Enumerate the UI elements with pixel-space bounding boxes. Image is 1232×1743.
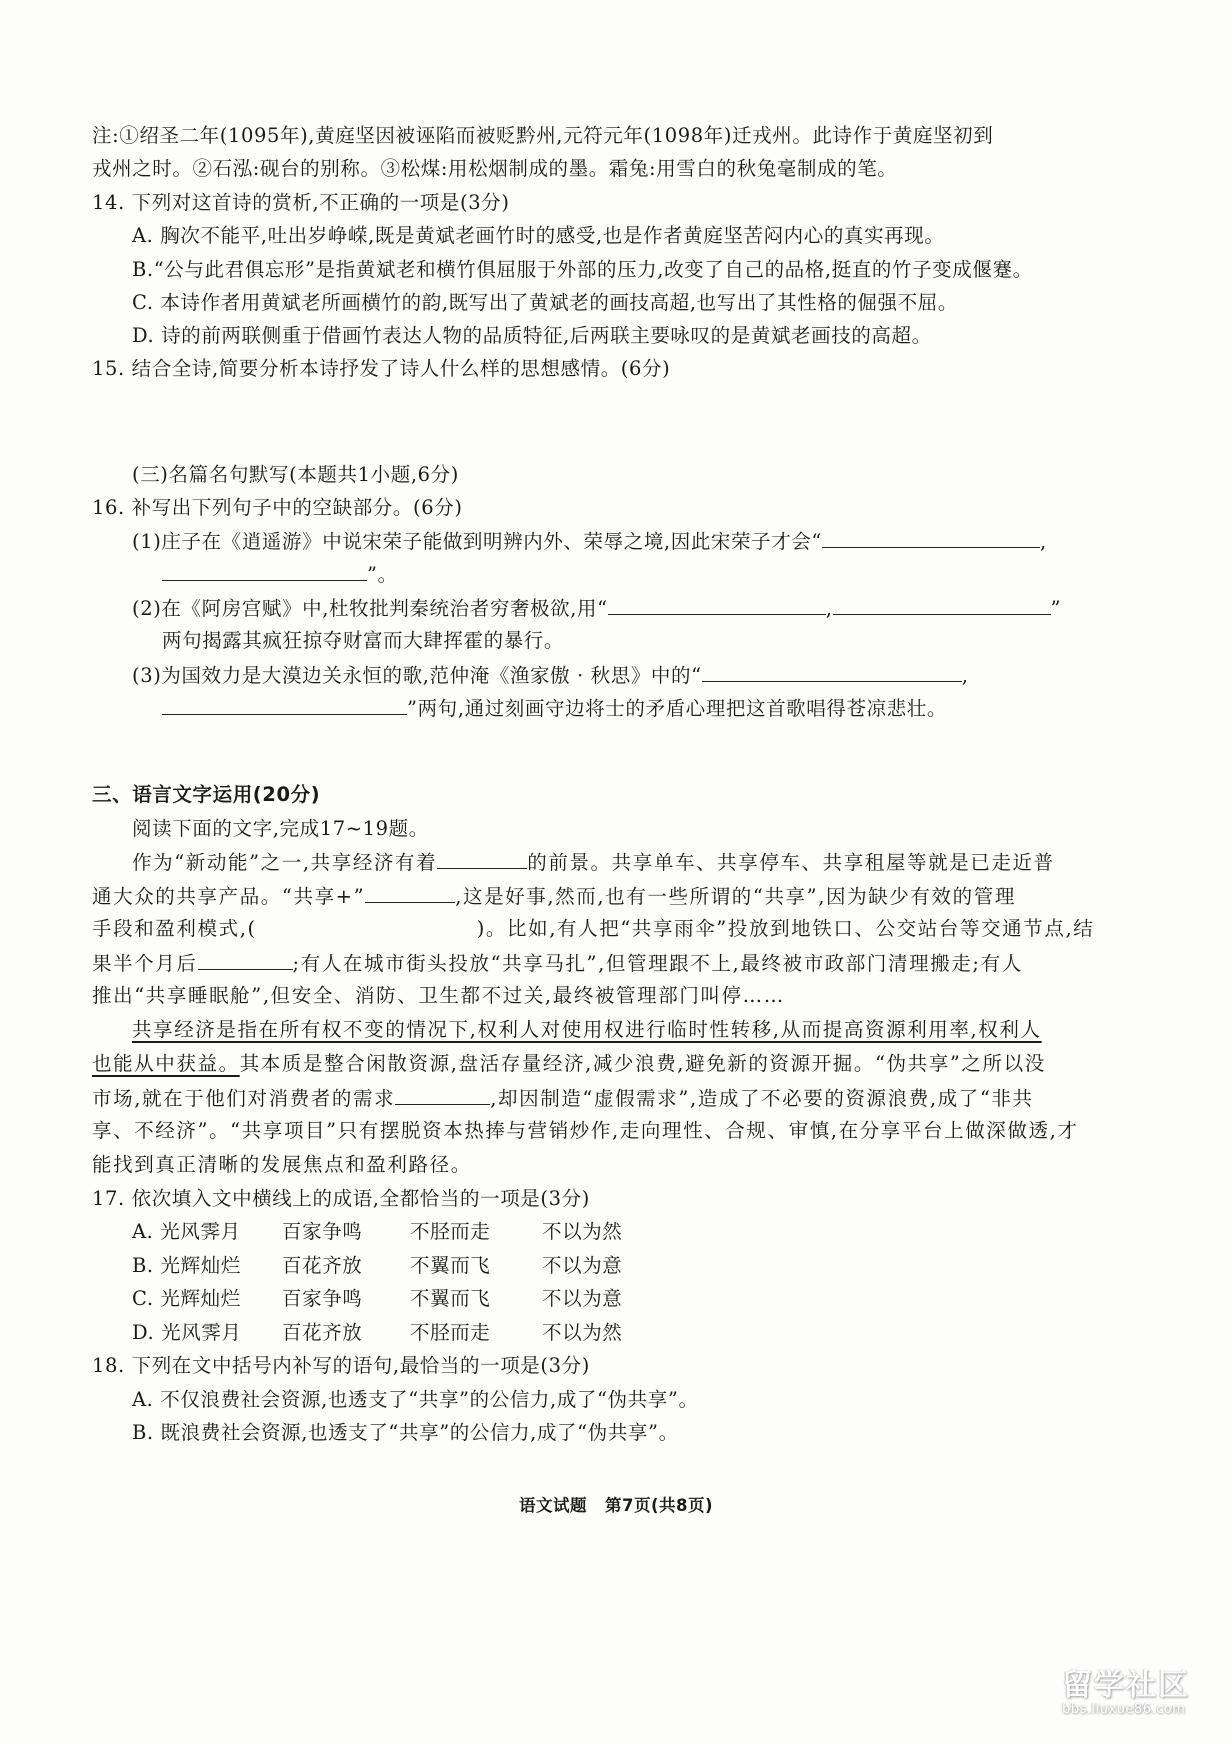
question-14-stem: 14. 下列对这首诗的赏析,不正确的一项是(3分) (92, 191, 510, 214)
question-18-option-a: A. 不仅浪费社会资源,也透支了“共享”的公信力,成了“伪共享”。 (132, 1388, 699, 1411)
section-recitation-title: (三)名篇名句默写(本题共1小题,6分) (132, 463, 459, 486)
passage-text: 通大众的共享产品。“共享+” (92, 885, 366, 908)
item-1-end: ”。 (367, 563, 398, 586)
answer-blank[interactable] (162, 560, 367, 581)
answer-blank[interactable] (162, 694, 407, 715)
question-16-item-3 (132, 661, 969, 690)
part-3-heading: 三、语言文字运用(20分) (92, 783, 321, 806)
idiom-blank-3 (198, 949, 293, 970)
idiom-blank-4 (395, 1084, 490, 1105)
passage-p1-line-2 (92, 882, 1016, 911)
question-16-item-3-cont (162, 694, 947, 723)
question-16-item-1-cont (162, 560, 398, 589)
option-idiom: B. 光辉灿烂 (132, 1254, 241, 1277)
footer-page-number: 第7页(共8页) (604, 1496, 714, 1515)
item-3-text: (3)为国效力是大漠边关永恒的歌,范仲淹《渔家傲 · 秋思》中的“ (132, 664, 702, 687)
item-3-comma: , (961, 664, 969, 687)
question-17-option-c (132, 1285, 622, 1313)
passage-text: ,这是好事,然而,也有一些所谓的“共享”,因为缺少有效的管理 (455, 885, 1016, 908)
option-idiom: A. 光风霁月 (132, 1220, 241, 1243)
option-idiom: 不以为意 (542, 1287, 623, 1310)
answer-blank[interactable] (822, 527, 1040, 548)
site-watermark (1062, 1670, 1190, 1718)
passage-text: ,却因制造“虚假需求”,造成了不必要的资源浪费,成了“非共 (490, 1087, 1034, 1110)
passage-p2-line-3 (92, 1084, 1034, 1113)
question-17-option-b (132, 1252, 622, 1280)
option-idiom: 百家争鸣 (282, 1287, 363, 1310)
passage-text: 市场,就在于他们对消费者的需求 (92, 1087, 396, 1110)
question-16-item-2-cont: 两句揭露其疯狂掠夺财富而大肆挥霍的暴行。 (162, 629, 565, 652)
item-2-text: (2)在《阿房宫赋》中,杜牧批判秦统治者穷奢极欲,用“ (132, 597, 608, 620)
option-idiom: D. 光风霁月 (132, 1321, 242, 1344)
passage-text: ;有人在城市街头投放“共享马扎”,但管理跟不上,最终被市政部门清理搬走;有人 (292, 952, 1023, 975)
question-14-option-c: C. 本诗作者用黄斌老所画横竹的韵,既写出了黄斌老的画技高超,也写出了其性格的倔强不屈。 (132, 291, 958, 314)
passage-text: )。比如,有人把“共享雨伞”投放到地铁口、公交站台等交通节点,结 (476, 917, 1095, 940)
poem-note-line-1: 注:①绍圣二年(1095年),黄庭坚因被诬陷而被贬黔州,元符元年(1098年)迁戎州。此诗作于黄庭坚初到 (92, 124, 994, 147)
option-idiom: 不以为意 (542, 1254, 623, 1277)
page-footer (0, 1492, 1232, 1516)
question-14-option-a: A. 胸次不能平,吐出岁峥嵘,既是黄斌老画竹时的感受,也是作者黄庭坚苦闷内心的真实再现。 (132, 224, 945, 247)
passage-p2-line-4: 享、不经济”。“共享项目”只有摆脱资本热捧与营销炒作,走向理性、合规、审慎,在分享平台上做深做透,才 (92, 1119, 1079, 1142)
passage-p1-line-4 (92, 949, 1023, 978)
option-idiom: 百花齐放 (282, 1254, 363, 1277)
option-idiom: 百家争鸣 (282, 1220, 363, 1243)
passage-text: 的前景。共享单车、共享停车、共享租屋等就是已走近普 (527, 851, 1055, 874)
answer-blank[interactable] (608, 594, 826, 615)
option-idiom: 不以为然 (542, 1321, 623, 1344)
question-14-option-d: D. 诗的前两联侧重于借画竹表达人物的品质特征,后两联主要咏叹的是黄斌老画技的高超。 (132, 324, 932, 347)
passage-p2-line-2 (92, 1050, 1046, 1078)
poem-note-line-2: 戎州之时。②石泓:砚台的别称。③松煤:用松烟制成的墨。霜兔:用雪白的秋兔毫制成的笔。 (92, 157, 898, 180)
option-idiom: 不翼而飞 (410, 1287, 491, 1310)
watermark-url: bbs.liuxue86.com (1062, 1702, 1186, 1717)
idiom-blank-1 (437, 848, 527, 869)
question-14-option-b: B.“公与此君俱忘形”是指黄斌老和横竹俱屈服于外部的压力,改变了自己的品格,挺直的竹子变成偃蹇。 (132, 258, 1033, 281)
question-16-stem: 16. 补写出下列句子中的空缺部分。(6分) (92, 496, 463, 519)
option-idiom: 不以为然 (542, 1220, 623, 1243)
item-1-comma: , (1040, 530, 1047, 553)
question-16-item-1 (132, 527, 1047, 556)
underlined-sentence-end: 也能从中获益。 (92, 1052, 240, 1075)
passage-p2-line-5: 能找到真正清晰的发展焦点和盈利路径。 (92, 1153, 472, 1176)
question-18-option-b: B. 既浪费社会资源,也透支了“共享”的公信力,成了“伪共享”。 (132, 1421, 679, 1444)
item-3-end: ”两句,通过刻画守边将士的矛盾心理把这首歌唱得苍凉悲壮。 (407, 697, 947, 720)
question-16-item-2 (132, 594, 1061, 623)
option-idiom: 不胫而走 (410, 1220, 491, 1243)
option-idiom: 百花齐放 (282, 1321, 363, 1344)
option-idiom: C. 光辉灿烂 (132, 1287, 241, 1310)
passage-p2-line-1-underlined: 共享经济是指在所有权不变的情况下,权利人对使用权进行临时性转移,从而提高资源利用率,权利人 (132, 1018, 1042, 1041)
passage-text: 果半个月后 (92, 952, 198, 975)
option-idiom: 不胫而走 (410, 1321, 491, 1344)
question-17-stem: 17. 依次填入文中横线上的成语,全都恰当的一项是(3分) (92, 1187, 590, 1210)
item-1-text: (1)庄子在《逍遥游》中说宋荣子能做到明辨内外、荣辱之境,因此宋荣子才会“ (132, 530, 822, 553)
passage-p1-line-3 (92, 915, 1094, 943)
question-17-option-a (132, 1218, 622, 1246)
idiom-blank-2 (365, 882, 455, 903)
passage-text: 作为“新动能”之一,共享经济有着 (132, 851, 438, 874)
question-18-stem: 18. 下列在文中括号内补写的语句,最恰当的一项是(3分) (92, 1354, 590, 1377)
question-17-option-d (132, 1319, 622, 1347)
passage-p1-line-5: 推出“共享睡眠舱”,但安全、消防、卫生都不过关,最终被管理部门叫停…… (92, 984, 785, 1007)
item-2-quote: ” (1050, 597, 1062, 620)
answer-blank[interactable] (702, 661, 962, 682)
part-3-intro: 阅读下面的文字,完成17~19题。 (132, 817, 429, 840)
option-idiom: 不翼而飞 (410, 1254, 491, 1277)
item-2-comma: , (825, 597, 833, 620)
footer-subject: 语文试题 (518, 1496, 587, 1515)
question-15-stem: 15. 结合全诗,简要分析本诗抒发了诗人什么样的思想感情。(6分) (92, 357, 671, 380)
passage-p1-line-1 (132, 848, 1055, 877)
watermark-logo-text: 留学社区 (1062, 1668, 1190, 1703)
passage-text: 手段和盈利模式,( (92, 917, 257, 940)
answer-blank[interactable] (833, 594, 1051, 615)
passage-text: 其本质是整合闲散资源,盘活存量经济,减少浪费,避免新的资源开掘。“伪共享”之所以没 (239, 1052, 1046, 1075)
